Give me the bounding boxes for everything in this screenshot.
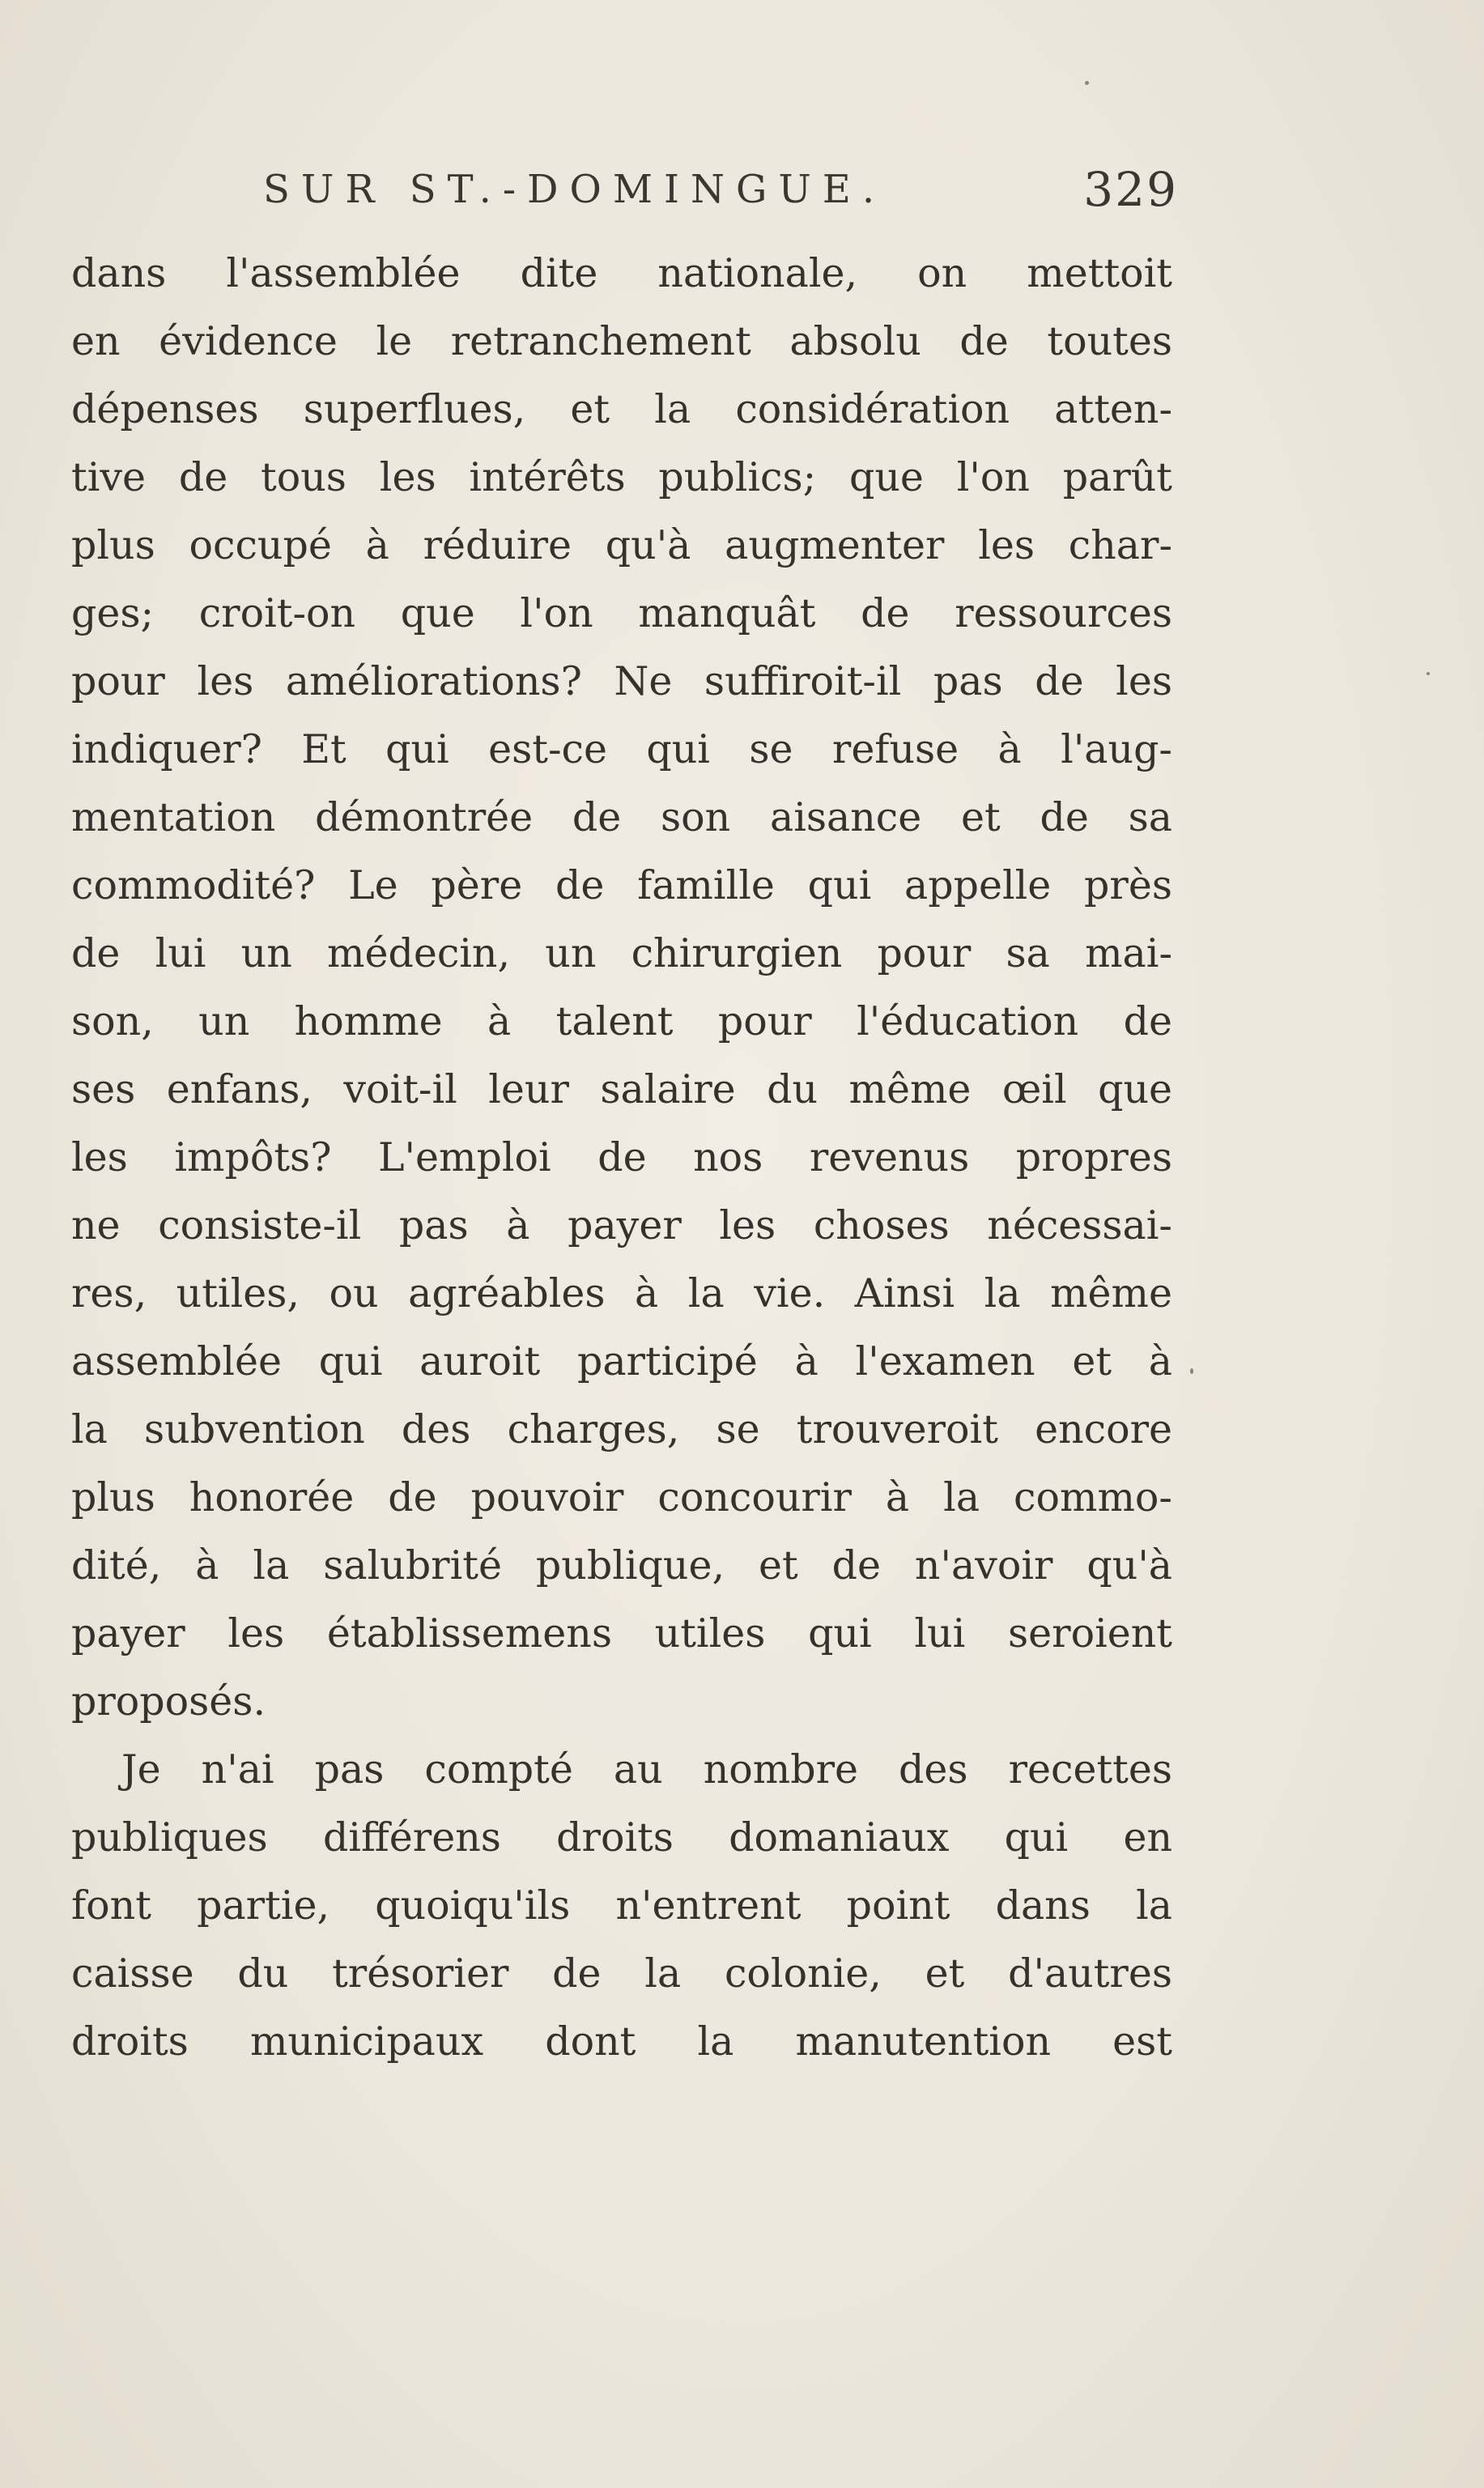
- text-line: les impôts? L'emploi de nos revenus propres: [71, 1134, 1172, 1180]
- text-line: dité, à la salubrité publique, et de n'avoir qu'à: [71, 1542, 1172, 1588]
- text-line: dépenses superflues, et la considération atten-: [71, 386, 1172, 432]
- text-line: pour les améliorations? Ne suffiroit-il pas de les: [71, 658, 1172, 704]
- text-line: son, un homme à talent pour l'éducation de: [71, 998, 1172, 1044]
- text-line: ne consiste-il pas à payer les choses nécessai-: [71, 1202, 1172, 1248]
- text-line: font partie, quoiqu'ils n'entrent point dans la: [71, 1882, 1172, 1929]
- text-line: tive de tous les intérêts publics; que l'on parût: [71, 454, 1172, 500]
- text-line: droits municipaux dont la manutention est: [71, 2018, 1172, 2065]
- paper-speck: [1085, 81, 1089, 85]
- text-line: payer les établissemens utiles qui lui seroient: [71, 1610, 1172, 1657]
- text-line: dans l'assemblée dite nationale, on mettoit: [71, 250, 1172, 296]
- text-line: caisse du trésorier de la colonie, et d'autres: [71, 1950, 1172, 1997]
- running-head: SUR ST.-DOMINGUE.: [263, 167, 887, 212]
- text-line: publiques différens droits domaniaux qui en: [71, 1814, 1172, 1861]
- text-line: la subvention des charges, se trouveroit encore: [71, 1406, 1172, 1452]
- text-line: assemblée qui auroit participé à l'examen et à: [71, 1338, 1172, 1384]
- paper-speck: [1190, 1368, 1193, 1374]
- text-line: res, utiles, ou agréables à la vie. Ainsi la même: [71, 1270, 1172, 1316]
- text-line: ses enfans, voit-il leur salaire du même œil que: [71, 1066, 1172, 1112]
- text-line: de lui un médecin, un chirurgien pour sa mai-: [71, 930, 1172, 976]
- paragraph-end-line: proposés.: [71, 1678, 266, 1725]
- page-number: 329: [1083, 162, 1178, 217]
- page-header: [77, 159, 1178, 223]
- text-line: ges; croit-on que l'on manquât de ressources: [71, 590, 1172, 636]
- paper-speck: [1427, 672, 1430, 675]
- text-line: commodité? Le père de famille qui appelle près: [71, 862, 1172, 908]
- text-line: en évidence le retranchement absolu de toutes: [71, 318, 1172, 364]
- text-line: mentation démontrée de son aisance et de sa: [71, 794, 1172, 840]
- text-line: indiquer? Et qui est-ce qui se refuse à l'aug-: [71, 726, 1172, 772]
- body-text: [71, 240, 1172, 2076]
- text-line: plus honorée de pouvoir concourir à la commo-: [71, 1474, 1172, 1520]
- paragraph-start-line: Je n'ai pas compté au nombre des recettes: [121, 1746, 1172, 1793]
- text-line: plus occupé à réduire qu'à augmenter les char-: [71, 522, 1172, 568]
